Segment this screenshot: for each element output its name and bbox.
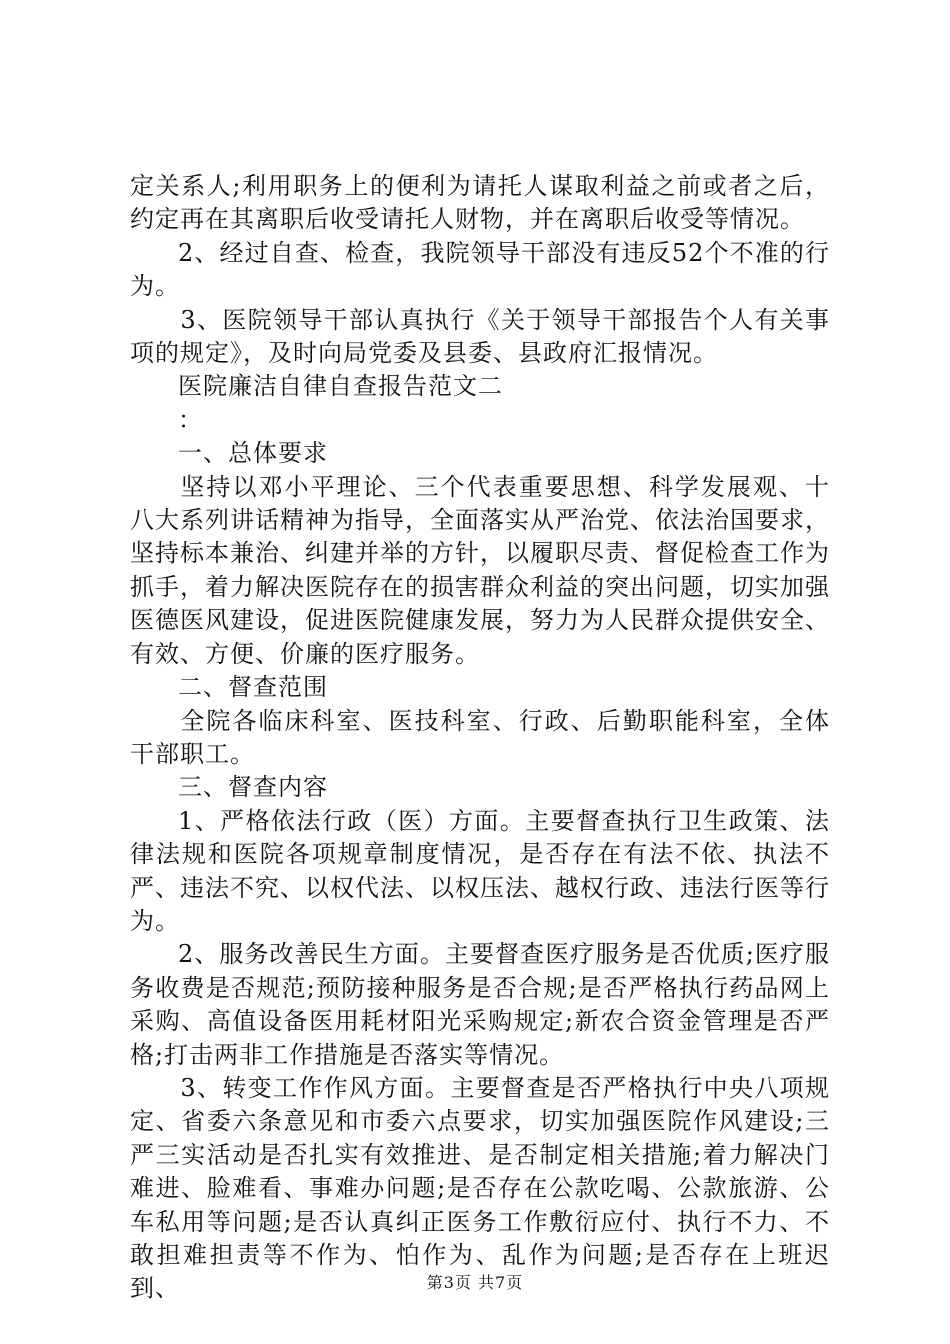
paragraph: 坚持以邓小平理论、三个代表重要思想、科学发展观、十八大系列讲话精神为指导，全面落实从严治党、依法治国要求，坚持标本兼治、纠建并举的方针，以履职尽责、督促检查工作为抓手，着力解决医院存在的损害群众利益的突出问题，切实加强医德医风建设，促进医院健康发展，努力为人民群众提供安全、有效、方便、价廉的医疗服务。	[130, 472, 830, 668]
page-footer: 第3页 共7页	[426, 1273, 524, 1292]
paragraph: 1、严格依法行政（医）方面。主要督查执行卫生政策、法律法规和医院各项规章制度情况，是否存在有法不依、执法不严、违法不究、以权代法、以权压法、越权行政、违法行医等行为。	[130, 806, 830, 935]
paragraph: 3、转变工作作风方面。主要督查是否严格执行中央八项规定、省委六条意见和市委六点要求，切实加强医院作风建设;三严三实活动是否扎实有效推进、是否制定相关措施;着力解决门难进、脸难看、事难办问题;是否存在公款吃喝、公款旅游、公车私用等问题;是否认真纠正医务工作敷衍应付、执行不力、不敢担难担责等不作为、怕作为、乱作为问题;是否存在上班迟到、	[130, 1073, 830, 1303]
paragraph: 2、服务改善民生方面。主要督查医疗服务是否优质;医疗服务收费是否规范;预防接种服务是否合规;是否严格执行药品网上采购、高值设备医用耗材阳光采购规定;新农合资金管理是否严格;打击两非工作措施是否落实等情况。	[130, 940, 830, 1069]
paragraph: 一、总体要求	[178, 439, 328, 468]
paragraph: 3、医院领导干部认真执行《关于领导干部报告个人有关事项的规定》，及时向局党委及县委、县政府汇报情况。	[130, 305, 830, 368]
paragraph: 三、督查内容	[178, 773, 328, 802]
paragraph: 全院各临床科室、医技科室、行政、后勤职能科室，全体干部职工。	[130, 706, 830, 768]
paragraph: 二、督查范围	[178, 673, 328, 702]
paragraph: ：	[178, 405, 203, 434]
paragraph: 定关系人;利用职务上的便利为请托人谋取利益之前或者之后，约定再在其离职后收受请托人财物，并在离职后收受等情况。	[130, 172, 830, 234]
paragraph: 2、经过自查、检查，我院领导干部没有违反52个不准的行为。	[130, 238, 830, 301]
paragraph: 医院廉洁自律自查报告范文二	[178, 372, 503, 401]
document-body	[130, 170, 830, 1306]
